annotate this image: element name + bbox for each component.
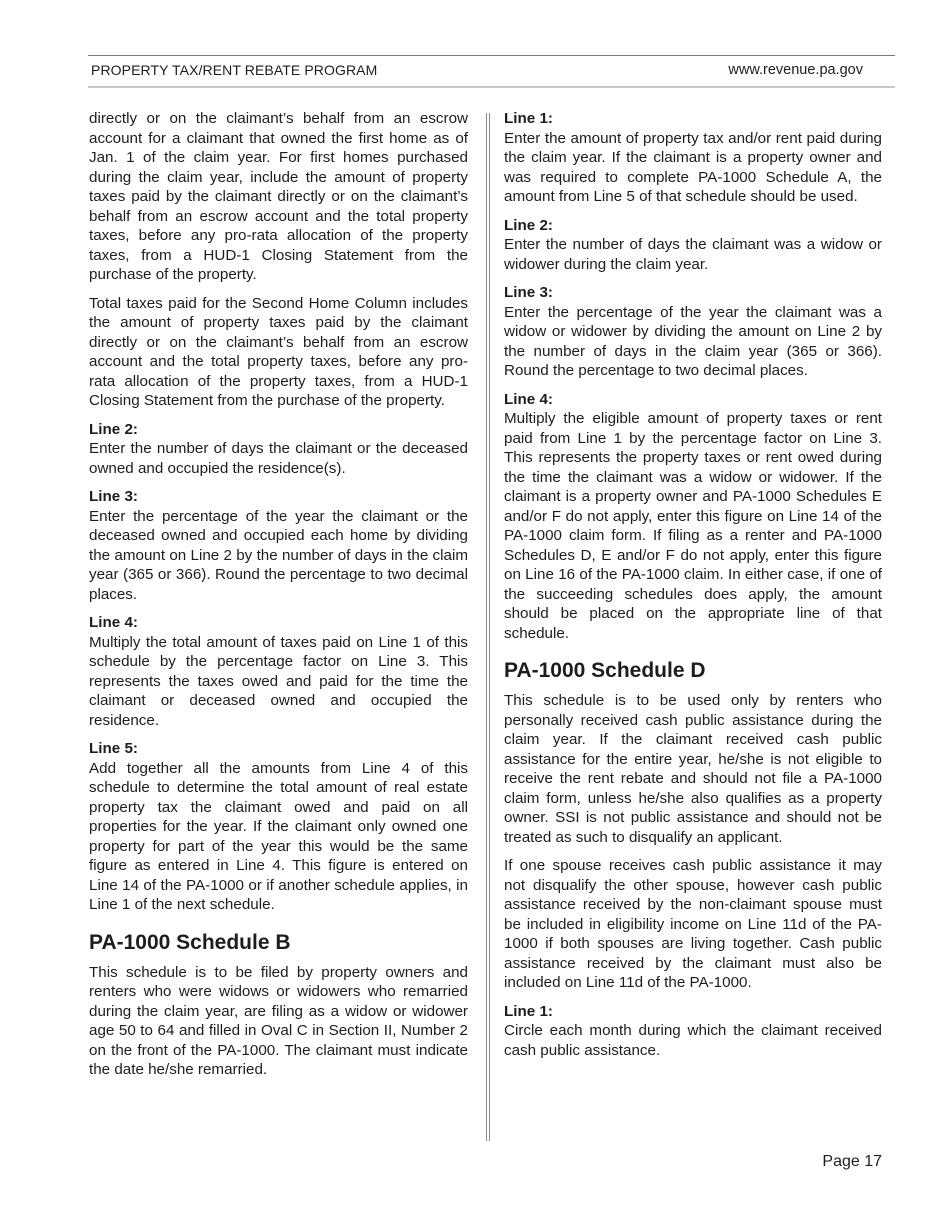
line-text: Circle each month during which the claimant received cash public assistance.	[504, 1022, 882, 1059]
line-instruction	[89, 613, 468, 730]
paragraph	[504, 856, 882, 993]
line-label: Line 5:	[89, 740, 138, 757]
line-label: Line 4:	[504, 390, 553, 408]
paragraph	[89, 294, 468, 411]
line-text: Multiply the eligible amount of property taxes or rent paid from Line 1 by the percentage factor on Line 3. This represents the property taxes or rent owed during the time the claimant was a widow or widower. If the claimant is a property owner and PA-1000 Schedules E and/or F do not apply, enter this figure on Line 14 of the PA-1000 claim form. If filing as a renter and PA-1000 Schedules D, E and/or F do not apply, enter this figure on Line 16 of the PA-1000 claim. In either case, if one of the succeeding schedules does apply, the amount should be placed on the appropriate line of that schedule.	[504, 410, 882, 642]
line-instruction	[504, 109, 882, 207]
line-instruction	[504, 390, 882, 644]
header-rule-top	[88, 55, 895, 56]
line-instruction	[89, 487, 468, 604]
line-text: Enter the amount of property tax and/or rent paid during the claim year. If the claimant is a property owner and was required to complete PA-1000 Schedule A, the amount from Line 5 of that schedule should be used.	[504, 129, 882, 205]
line-text: Enter the number of days the claimant or the deceased owned and occupied the residence(s).	[89, 440, 468, 477]
column-divider	[486, 113, 490, 1141]
line-instruction	[504, 216, 882, 275]
line-instruction	[89, 739, 468, 915]
line-text: Enter the number of days the claimant was a widow or widower during the claim year.	[504, 236, 882, 273]
line-label: Line 2:	[89, 420, 138, 438]
line-text: Enter the percentage of the year the claimant or the deceased owned and occupied each home by dividing the amount on Line 2 by the number of days in the claim year (365 or 366). Round the percentage to two decimal places.	[89, 507, 468, 603]
line-instruction	[89, 420, 468, 479]
left-column	[89, 109, 468, 1089]
body-text: directly or on the claimant’s behalf from an escrow account for a claimant that owned the first home as of Jan. 1 of the claim year. For first homes purchased during the claim year, include the amount of property taxes paid by the claimant directly or on the claimant’s behalf from an escrow account and the total property taxes, before any pro-rata allocation of the property taxes, from a HUD-1 Closing Statement from the purchase of the property.	[89, 110, 468, 283]
line-instruction	[504, 283, 882, 381]
line-instruction	[504, 1002, 882, 1061]
running-header-url: www.revenue.pa.gov	[728, 62, 863, 78]
paragraph	[89, 963, 468, 1080]
body-text: If one spouse receives cash public assistance it may not disqualify the other spouse, however cash public assistance received by the non-claimant spouse must be included in eligibility income on Line 11d of the PA-1000 if both spouses are living together. Cash public assistance received by the claimant must also be included on Line 11d of the PA-1000.	[504, 857, 882, 991]
line-label: Line 4:	[89, 614, 138, 631]
line-text: Add together all the amounts from Line 4 of this schedule to determine the total amount of real estate property tax the claimant owed and paid on all properties for the year. If the claimant only owned one property for part of the year this would be the same figure as entered in Line 4. This figure is entered on Line 14 of the PA-1000 or if another schedule applies, in Line 1 of the next schedule.	[89, 759, 468, 913]
header-rule-bottom	[88, 86, 895, 88]
paragraph	[504, 691, 882, 847]
line-text: Multiply the total amount of taxes paid on Line 1 of this schedule by the percentage factor on Line 3. This represents the taxes owed and paid for the time the claimant or deceased owned and occupied the residence.	[89, 633, 468, 729]
line-label: Line 3:	[89, 488, 138, 505]
line-label: Line 3:	[504, 284, 553, 301]
line-label: Line 2:	[504, 216, 553, 234]
paragraph	[89, 109, 468, 285]
body-text: This schedule is to be filed by property owners and renters who were widows or widowers who remarried during the claim year, are filing as a widow or widower age 50 to 64 and filled in Oval C in Section II, Number 2 on the front of the PA-1000. The claimant must indicate the date he/she remarried.	[89, 963, 468, 1078]
body-text: This schedule is to be used only by renters who personally received cash public assistance during the claim year. If the claimant received cash public assistance for the entire year, he/she is not eligible to receive the rent rebate and should not file a PA-1000 claim form, unless he/she also qualifies as a property owner. SSI is not public assistance and should not be treated as such to disqualify an applicant.	[504, 692, 882, 846]
line-label: Line 1:	[504, 1002, 553, 1020]
body-text: Total taxes paid for the Second Home Column includes the amount of property taxes paid by the claimant directly or on the claimant’s behalf from an escrow account and the total property taxes, before any pro-rata allocation of the property taxes, from a HUD-1 Closing Statement from the purchase of the property.	[89, 294, 468, 409]
line-text: Enter the percentage of the year the claimant was a widow or widower by dividing the amount on Line 2 by the number of days in the claim year (365 or 366). Round the percentage to two decimal places.	[504, 303, 882, 379]
page-number: Page 17	[822, 1153, 882, 1170]
right-column	[504, 109, 882, 1069]
section-heading-schedule-d: PA-1000 Schedule D	[504, 659, 706, 682]
section-heading-schedule-b: PA-1000 Schedule B	[89, 930, 291, 954]
line-label: Line 1:	[504, 110, 553, 127]
running-header-title: PROPERTY TAX/RENT REBATE PROGRAM	[91, 62, 378, 78]
